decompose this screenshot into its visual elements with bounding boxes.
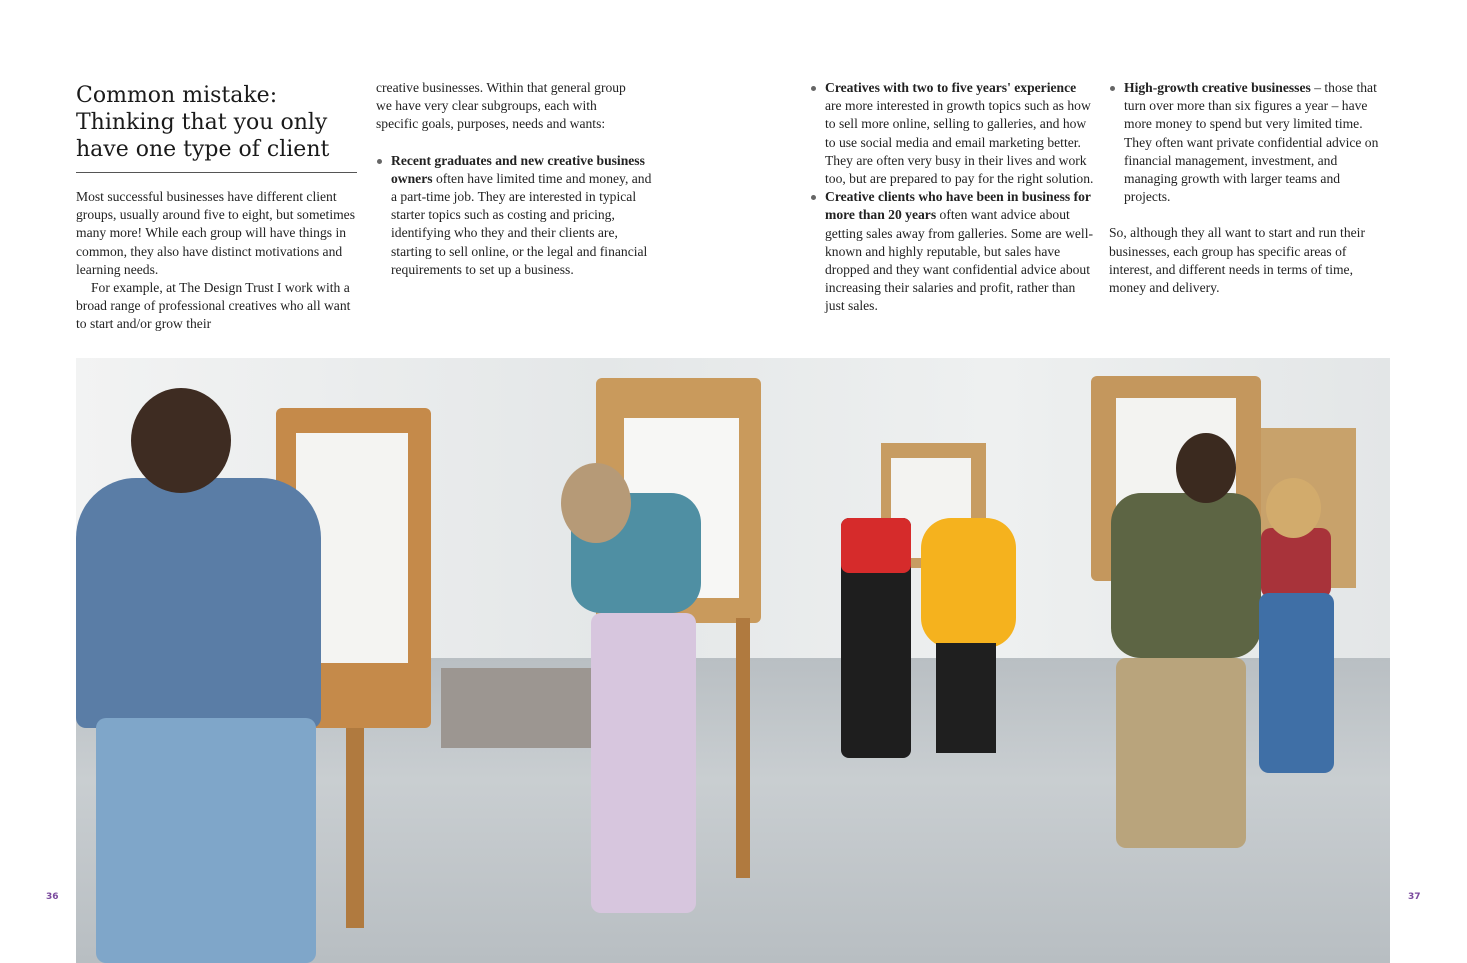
- heading-line: Common mistake:: [76, 83, 278, 108]
- heading-divider: [76, 172, 357, 173]
- bullet-twenty-years: [810, 188, 1094, 315]
- bullet-title: Recent graduates and new creative business owners: [391, 152, 645, 186]
- heading-line: have one type of client: [76, 137, 330, 162]
- page-heading: [76, 82, 366, 163]
- column-1: [76, 188, 360, 334]
- bullet-text: often have limited time and money, and a part-time job. They are interested in typical starter topics such as costing and pricing, identifying who they and their clients are, starting to sell online, or the legal and financial requirements to set up a business.: [391, 170, 652, 277]
- bullet-text: – those that turn over more than six figures a year – have more money to spend but very limited time. They often want private confidential advice on financial management, investment, and managing growth with larger teams and projects.: [1124, 80, 1379, 205]
- intro-paragraph: Most successful businesses have different client groups, usually around five to eight, but sometimes many more! While each group will have things in common, they also have distinct motivations and learning needs.: [76, 189, 356, 277]
- bullet-text: are more interested in growth topics such as how to sell more online, selling to galleries, and how to use social media and email marketing better. They are often very busy in their lives and work too, but are prepared to pay for the right solution.: [825, 98, 1094, 187]
- column-3: [810, 79, 1094, 316]
- bullet-recent-graduates: [376, 152, 658, 279]
- art-class-photo: [76, 358, 1390, 963]
- column-2: [376, 79, 658, 279]
- column-4: [1109, 79, 1384, 297]
- example-paragraph: For example, at The Design Trust I work with a broad range of professional creatives who all want to start and/or grow their: [76, 280, 351, 332]
- summary-paragraph: So, although they all want to start and run their businesses, each group has specific areas of interest, and different needs in terms of time, money and delivery.: [1109, 225, 1365, 296]
- subgroups-paragraph: creative businesses. Within that general group we have very clear subgroups, each with specific goals, purposes, needs and wants:: [376, 80, 626, 132]
- bullet-two-to-five-years: [810, 79, 1094, 188]
- bullet-title: Creative clients who have been in business for more than 20 years: [825, 189, 1091, 223]
- bullet-title: High-growth creative businesses: [1124, 80, 1311, 95]
- heading-line: Thinking that you only: [76, 110, 328, 135]
- bullet-title: Creatives with two to five years' experience: [825, 80, 1077, 95]
- page-number-right: 37: [1408, 892, 1421, 902]
- bullet-high-growth: [1109, 79, 1384, 206]
- bullet-text: often want advice about getting sales away from galleries. Some are well-known and highly reputable, but sales have dropped and they want confidential advice about increasing their salaries and profit, rather than just sales.: [825, 207, 1094, 314]
- page-number-left: 36: [46, 892, 59, 902]
